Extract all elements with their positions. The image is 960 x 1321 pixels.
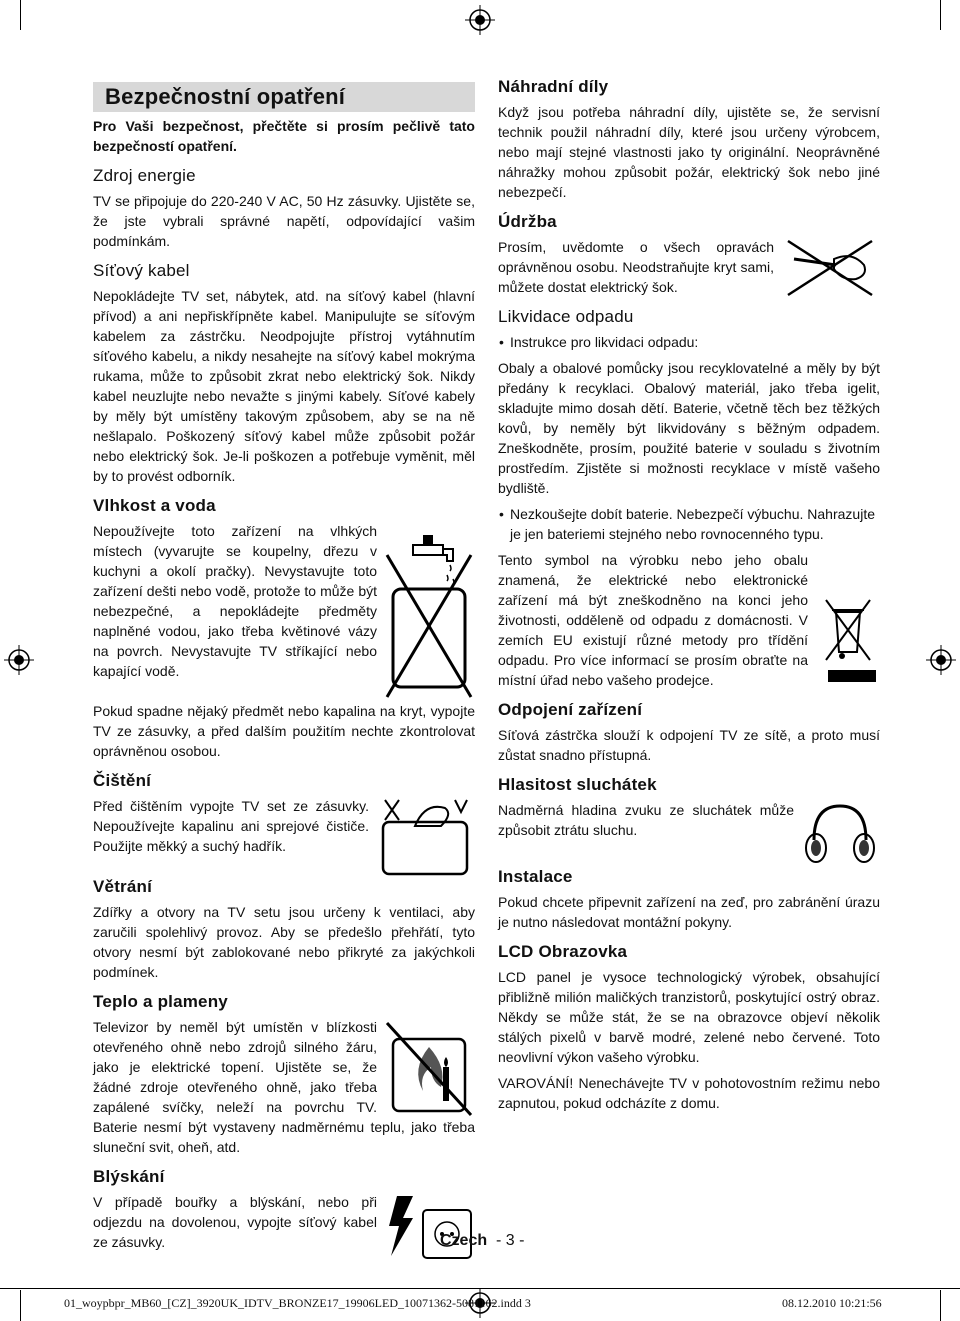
section-heading: Síťový kabel [93, 261, 190, 280]
no-fire-icon [383, 1017, 475, 1117]
crop-mark [20, 1290, 21, 1321]
section-text: Televizor by neměl být umístěn v blízkosti otevřeného ohně nebo zdrojů silného žáru, jako je elektrické topení. Ujistěte se, že žádné zdroje otevřeného ohně, jako třeba zapálené svíčky, neleží na povrchu TV. Baterie nesmí být vystaveny nadměrnému teplu, jako třeba sluneční svit, oheň, atd. [93, 1019, 475, 1155]
left-column [93, 82, 475, 1262]
page-number [440, 1232, 524, 1250]
section-text: Nepoužívejte toto zařízení na vlhkých místech (vyvarujte se koupelny, dřezu v kuchyni a okolí pračky). Nevystavujte toto zařízení dešti nebo vodě, protože to může být nebezpečné, a nepokládejte předměty naplněné vodou, jako třeba květinové vázy na povrch. Nevystavujte TV stříkající nebo kapající vodě. [93, 523, 377, 679]
section-text: Síťová zástrčka slouží k odpojení TV ze sítě, a proto musí zůstat snadno přístupná. [498, 727, 880, 763]
section-heading: LCD Obrazovka [498, 942, 628, 961]
section-heading: Hlasitost sluchátek [498, 775, 657, 794]
section-heading: Teplo a plameny [93, 992, 228, 1011]
section-text: Nepokládejte TV set, nábytek, atd. na síťový kabel (hlavní přívod) a ani nepřiskřípněte kabel. Manipulujte se síťovým kabelem za zástrčku. Neodpojujte přístroj vytáhnutím síťového kabelu, a nikdy nesahejte na síťový kabel mokrýma rukama, může to způsobit zkrat nebo elektrický šok. Nikdy kabel neuzlujte nebo nevažte s jinými kabely. Síťové kabely by měly být umístěny takovým způsobem, aby se na ně nešlapalo. Poškozený síťový kabel může způsobit požár nebo elektrický šok. Je-li poškozen a potřebuje vyměnit, měl by to provést odborník. [93, 288, 475, 484]
section-text: Když jsou potřeba náhradní díly, ujistěte se, že servisní technik použil náhradní díly, které jsou určeny výrobcem, nebo mají stejné vlastnosti jako ty originální. Neoprávněné náhražky mohou způsobit požár, elektrický šok nebo jiné nebezpečí. [498, 104, 880, 200]
section-heading: Větrání [93, 877, 153, 896]
section-text: Pokud spadne nějaký předmět nebo kapalina na kryt, vypojte TV ze zásuvky, a před dalším použitím nechte zkontrolovat oprávněnou osobou. [93, 703, 475, 759]
divider [0, 1288, 960, 1289]
footer-language: Czech [440, 1232, 488, 1249]
section-text: Tento symbol na výrobku nebo jeho obalu znamená, že elektrické nebo elektronické zařízení má být zneškodněno na konci jeho životnosti, odděleně od odpadu z domácnosti. V zemích EU existují různé metody pro třídění odpadu. Pro více informací se prosím obraťte na místní úřad nebo vašeho prodejce. [498, 552, 808, 688]
disposal-list [498, 504, 880, 544]
no-screwdriver-icon [780, 237, 880, 299]
print-slug: 01_woypbpr_MB60_[CZ]_3920UK_IDTV_BRONZE17_19906LED_10071362-5081162.indd 3 [64, 1296, 531, 1310]
registration-mark-icon [926, 645, 956, 675]
section-text: V případě bouřky a blýskání, nebo při odjezdu na dovolenou, vypojte síťový kabel ze zásuvky. [93, 1194, 377, 1250]
no-water-icon [383, 521, 475, 701]
crop-mark [20, 0, 21, 30]
list-item: • Instrukce pro likvidaci odpadu: [510, 332, 880, 352]
section-heading: Zdroj energie [93, 166, 196, 185]
section-text: Pokud chcete připevnit zařízení na zeď, pro zabránění úrazu je nutno následovat montážní pokyny. [498, 894, 880, 930]
section-heading: Údržba [498, 212, 557, 231]
right-column [498, 77, 880, 1119]
section-heading: Likvidace odpadu [498, 307, 634, 326]
weee-crossed-bin-icon [814, 590, 880, 686]
section-text: Před čištěním vypojte TV set ze zásuvky. Nepoužívejte kapalinu ani sprejové čističe. Použijte měkký a suchý hadřík. [93, 798, 369, 854]
registration-mark-icon [465, 5, 495, 35]
section-text: Nadměrná hladina zvuku ze sluchátek může způsobit ztrátu sluchu. [498, 802, 794, 838]
footer-page: - 3 - [496, 1232, 525, 1249]
section-heading: Čištění [93, 771, 152, 790]
section-heading: Náhradní díly [498, 77, 609, 96]
print-date: 08.12.2010 10:21:56 [782, 1296, 882, 1310]
section-heading: Blýskání [93, 1167, 165, 1186]
title-bar [93, 82, 475, 112]
headphones-icon [800, 800, 880, 866]
page-title: Bezpečnostní opatření [105, 84, 346, 109]
section-heading: Odpojení zařízení [498, 700, 643, 719]
lightning-icon [383, 1192, 475, 1262]
section-heading: Vlhkost a voda [93, 496, 216, 515]
section-heading: Instalace [498, 867, 573, 886]
registration-mark-icon [4, 645, 34, 675]
section-text: Prosím, uvědomte o všech opravách oprávněnou osobu. Neodstraňujte kryt sami, můžete dostat elektrický šok. [498, 239, 774, 295]
section-text: Zdířky a otvory na TV setu jsou určeny k ventilaci, aby zaručili spolehlivý provoz. Aby se předešlo přehřátí, tyto otvory nesmí být zablokované nebo přikryté za jakýchkoli podmínek. [93, 904, 475, 980]
no-spray-icon [375, 796, 475, 876]
section-text: TV se připojuje do 220-240 V AC, 50 Hz zásuvky. Ujistěte se, že jste vybrali správné napětí, odpovídající vašim podmínkám. [93, 193, 475, 249]
warning-text: VAROVÁNÍ! Nenechávejte TV v pohotovostním režimu nebo zapnutou, pokud odcházíte z domu. [498, 1075, 880, 1111]
section-text: Obaly a obalové pomůcky jsou recyklovatelné a měly by být předány k recyklaci. Obalový materiál, jako třeba igelit, skladujte mimo dosah dětí. Baterie, včetně těch bez těžkých kovů, by neměly být likvidovány s běžným odpadem. Zneškodněte, prosím, použité baterie v souladu s životním prostředím. Zjistěte si možnosti recyklace v místě vašeho bydliště. [498, 360, 880, 496]
section-text: LCD panel je vysoce technologický výrobek, obsahující přibližně milión maličkých tranzistorů, poskytující ostrý obraz. Někdy se může stát, že se na obrazovce objeví několik stálých pixelů v barvě modré, zelené nebo červené. Toto neovlivní výkon vašeho výrobku. [498, 969, 880, 1065]
crop-mark [940, 0, 941, 30]
crop-mark [940, 1290, 941, 1321]
intro-text: Pro Vaši bezpečnost, přečtěte si prosím pečlivě tato bezpečností opatření. [93, 118, 475, 154]
disposal-list [498, 332, 880, 352]
list-item: • Nezkoušejte dobít baterie. Nebezpečí výbuchu. Nahrazujte je jen bateriemi stejného nebo rovnocenného typu. [510, 504, 880, 544]
